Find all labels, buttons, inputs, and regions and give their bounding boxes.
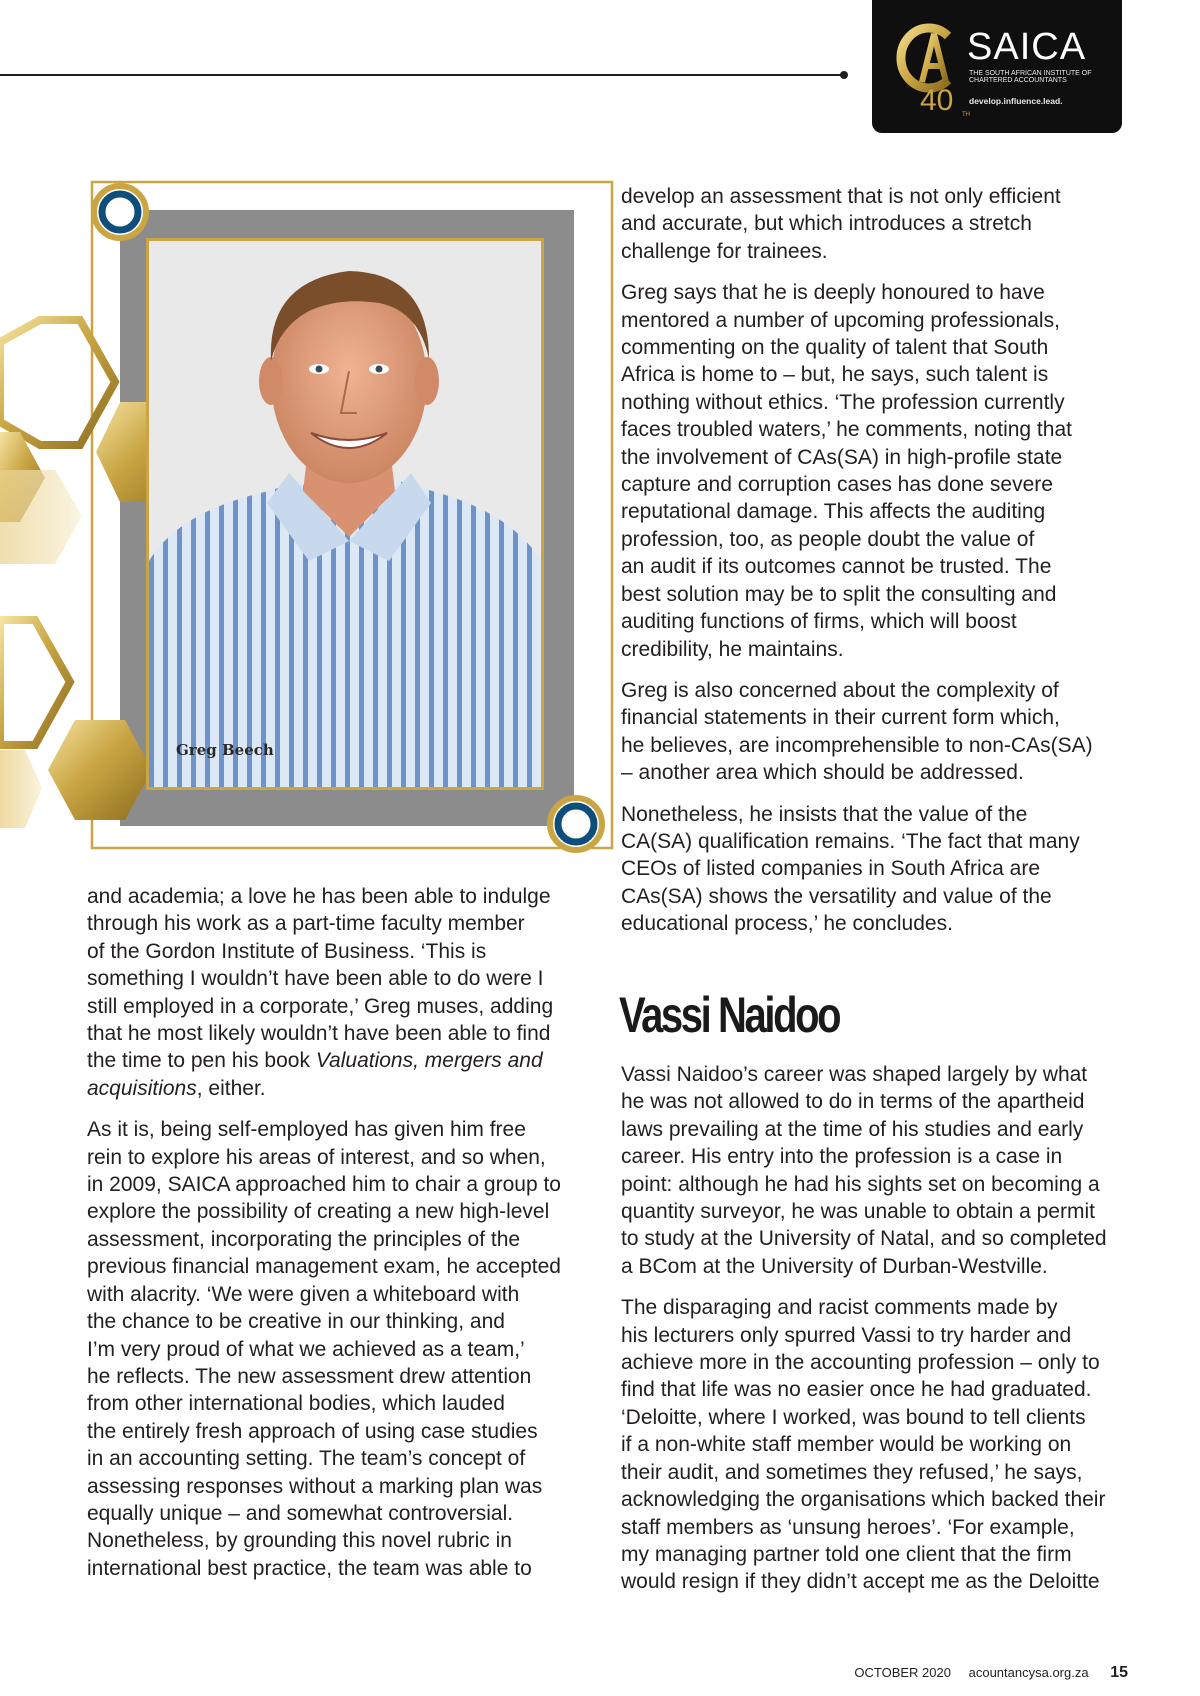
website-link[interactable]: acountancysa.org.za xyxy=(968,1665,1089,1680)
text-line: the involvement of CAs(SA) in high-profile state xyxy=(621,445,1063,469)
book-title: acquisitions xyxy=(87,1076,197,1100)
text-line: Greg is also concerned about the complexity of xyxy=(621,678,1059,702)
right-column-bottom xyxy=(621,1061,1131,1610)
text-line: achieve more in the accounting profession – only to xyxy=(621,1351,1100,1375)
text-line: a BCom at the University of Durban-Westville. xyxy=(621,1254,1048,1278)
text-line: rein to explore his areas of interest, and so when, xyxy=(87,1145,546,1169)
text-line: – another area which should be addressed. xyxy=(621,761,1024,785)
brand-name: SAICA xyxy=(967,26,1087,68)
text-line: I’m very proud of what we achieved as a team,’ xyxy=(87,1337,525,1361)
text-line xyxy=(87,1047,607,1074)
text-line: and academia; a love he has been able to indulge xyxy=(87,885,551,908)
text-line: best solution may be to split the consulting and xyxy=(621,582,1057,606)
text-line: The disparaging and racist comments made by xyxy=(621,1296,1058,1320)
text-line: Vassi Naidoo’s career was shaped largely by what xyxy=(621,1063,1088,1086)
paragraph xyxy=(87,1116,607,1582)
photo-caption: Greg Beech xyxy=(176,741,274,759)
paragraph xyxy=(621,677,1131,787)
text-line: their audit, and sometimes they refused,’ he says, xyxy=(621,1460,1083,1484)
text-line: the entirely fresh approach of using case studies xyxy=(87,1419,538,1443)
text-line: laws prevailing at the time of his studies and early xyxy=(621,1117,1084,1141)
paragraph xyxy=(621,279,1131,663)
paragraph xyxy=(87,883,607,1102)
text-line xyxy=(87,1075,607,1102)
text-line: something I wouldn’t have been able to do were I xyxy=(87,967,544,991)
paragraph xyxy=(621,1061,1131,1280)
brand-subtitle: THE SOUTH AFRICAN INSTITUTE OF CHARTERED ACCOUNTANTS xyxy=(969,70,1092,85)
text-line: challenge for trainees. xyxy=(621,239,828,263)
text-line: he reflects. The new assessment drew attention xyxy=(87,1364,532,1388)
text-line: if a non-white staff member would be working on xyxy=(621,1433,1072,1457)
text-line: As it is, being self-employed has given him free xyxy=(87,1118,526,1142)
text-line: equally unique – and somewhat controversial. xyxy=(87,1501,514,1525)
paragraph xyxy=(621,1294,1131,1595)
page-footer xyxy=(854,1664,1128,1682)
text-line: previous financial management exam, he accepted xyxy=(87,1255,561,1279)
text-line: profession, too, as people doubt the value of xyxy=(621,527,1035,551)
text-line: with alacrity. ‘We were given a whiteboard with xyxy=(87,1282,520,1306)
text-line: and accurate, but which introduces a stretch xyxy=(621,212,1032,236)
text-line: international best practice, the team was able to xyxy=(87,1556,532,1580)
text-line: find that life was no easier once he had graduated. xyxy=(621,1378,1092,1402)
text-line: of the Gordon Institute of Business. ‘This is xyxy=(87,939,487,963)
saica-logo xyxy=(872,0,1122,133)
text-line: assessment, incorporating the principles of the xyxy=(87,1227,521,1251)
text-line: in an accounting setting. The team’s concept of xyxy=(87,1447,526,1471)
hexagon-filled-3 xyxy=(0,470,82,564)
right-column-top xyxy=(621,183,1131,952)
text-line: to study at the University of Natal, and so completed xyxy=(621,1227,1107,1251)
text-line: acknowledging the organisations which backed their xyxy=(621,1488,1106,1512)
text-line: he believes, are incomprehensible to non-CAs(SA) xyxy=(621,733,1093,757)
text-line: faces troubled waters,’ he comments, noting that xyxy=(621,418,1072,442)
text-line: develop an assessment that is not only efficient xyxy=(621,185,1061,208)
text-line: my managing partner told one client that the firm xyxy=(621,1542,1072,1566)
left-column xyxy=(87,883,607,1596)
text-line: still employed in a corporate,’ Greg muses, adding xyxy=(87,994,554,1018)
header-rule-dot xyxy=(840,71,848,79)
portrait-photo xyxy=(146,238,544,790)
anniversary-suffix: TH xyxy=(962,112,970,118)
page-number: 15 xyxy=(1110,1664,1128,1681)
text-run: the time to pen his book xyxy=(87,1049,316,1073)
text-line: nothing without ethics. ‘The profession currently xyxy=(621,390,1065,414)
text-line: staff members as ‘unsung heroes’. ‘For example, xyxy=(621,1515,1075,1539)
text-line: auditing functions of firms, which will boost xyxy=(621,610,1017,634)
paragraph xyxy=(621,183,1131,265)
text-line: explore the possibility of creating a new high-level xyxy=(87,1200,550,1224)
text-line: CEOs of listed companies in South Africa are xyxy=(621,857,1041,881)
text-line: that he most likely wouldn’t have been able to find xyxy=(87,1022,551,1046)
text-line: his lecturers only spurred Vassi to try harder and xyxy=(621,1323,1072,1347)
text-line: CA(SA) qualification remains. ‘The fact that many xyxy=(621,829,1080,853)
text-line: from other international bodies, which lauded xyxy=(87,1392,505,1416)
text-line: point: although he had his sights set on becoming a xyxy=(621,1172,1100,1196)
text-line: reputational damage. This affects the auditing xyxy=(621,500,1046,524)
book-title: Valuations, mergers and xyxy=(315,1049,543,1073)
text-line: capture and corruption cases has done severe xyxy=(621,473,1053,497)
text-line: the chance to be creative in our thinking, and xyxy=(87,1310,505,1334)
brand-tagline: develop.influence.lead. xyxy=(969,96,1063,106)
text-line: in 2009, SAICA approached him to chair a group to xyxy=(87,1173,561,1197)
text-line: through his work as a part-time faculty member xyxy=(87,912,525,936)
text-line: would resign if they didn’t accept me as the Deloitte xyxy=(621,1570,1100,1594)
issue-date: OCTOBER 2020 xyxy=(854,1665,951,1680)
section-heading: Vassi Naidoo xyxy=(619,987,840,1043)
text-line: Africa is home to – but, he says, such talent is xyxy=(621,363,1049,387)
hexagon-filled-5 xyxy=(0,750,42,828)
anniversary-number: 40 xyxy=(920,84,954,117)
text-line: CAs(SA) shows the versatility and value of the xyxy=(621,884,1052,908)
text-line: commenting on the quality of talent that South xyxy=(621,336,1049,360)
text-run: , either. xyxy=(196,1076,266,1100)
text-line: quantity surveyor, he was unable to obtain a permit xyxy=(621,1200,1095,1224)
paragraph xyxy=(621,801,1131,938)
text-line: an audit if its outcomes cannot be trusted. The xyxy=(621,555,1052,579)
text-line: financial statements in their current form which, xyxy=(621,706,1060,730)
text-line: mentored a number of upcoming professionals, xyxy=(621,308,1060,332)
text-line: educational process,’ he concludes. xyxy=(621,912,953,936)
text-line: career. His entry into the profession is a case in xyxy=(621,1145,1063,1169)
text-line: ‘Deloitte, where I worked, was bound to tell clients xyxy=(621,1405,1086,1429)
header-rule xyxy=(0,74,843,76)
text-line: he was not allowed to do in terms of the apartheid xyxy=(621,1090,1085,1114)
text-line: credibility, he maintains. xyxy=(621,637,844,661)
text-line: Greg says that he is deeply honoured to have xyxy=(621,281,1045,305)
hexagon-outline-top xyxy=(0,320,115,445)
text-line: Nonetheless, by grounding this novel rubric in xyxy=(87,1529,512,1553)
text-line: Nonetheless, he insists that the value of the xyxy=(621,802,1028,826)
text-line: assessing responses without a marking plan was xyxy=(87,1474,543,1498)
hexagon-outline-lower xyxy=(0,620,70,745)
